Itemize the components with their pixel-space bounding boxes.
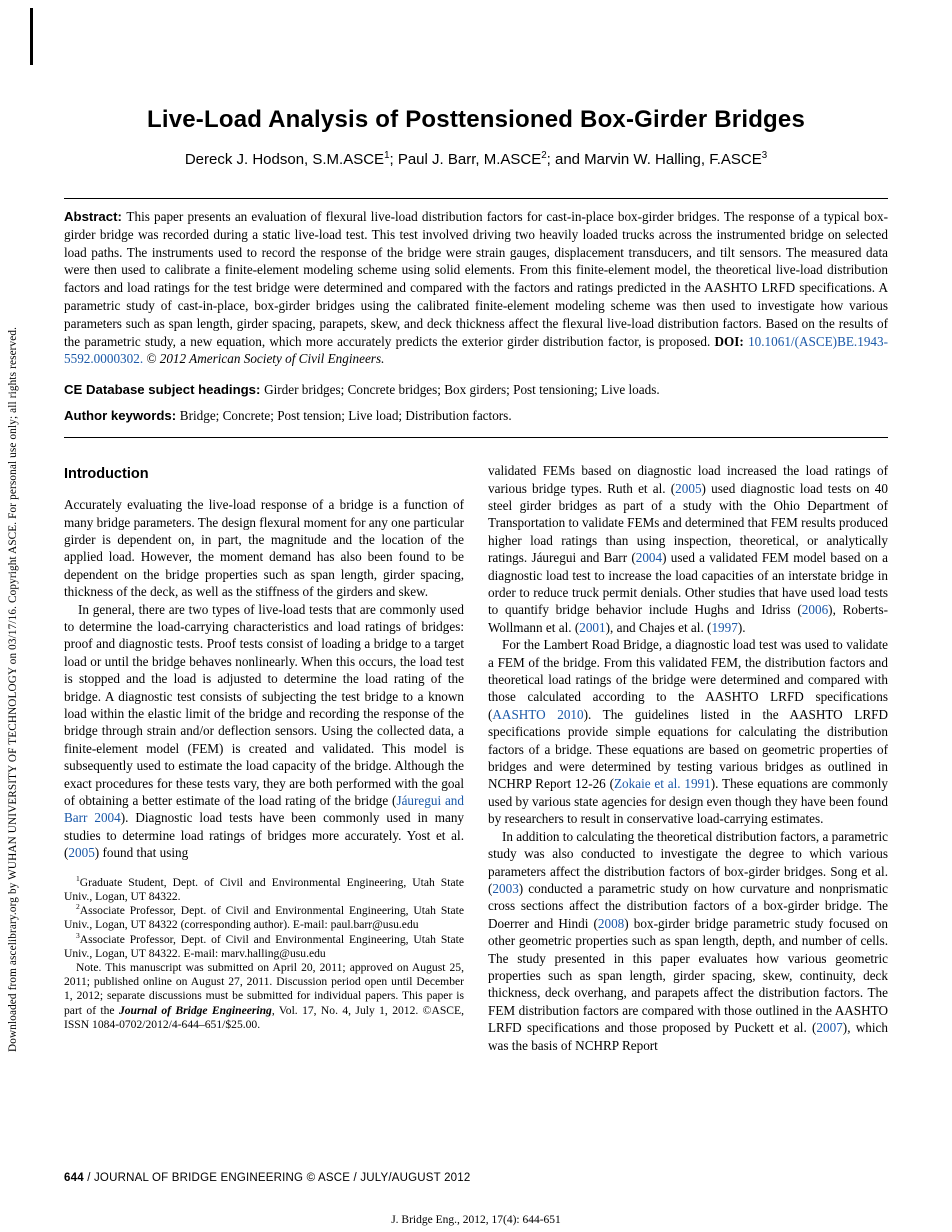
abstract-bottom-rule: [64, 437, 888, 438]
text-segment: ), which was the basis of NCHRP Report: [488, 1020, 888, 1053]
text-segment: / JOURNAL OF BRIDGE ENGINEERING © ASCE / JULY/AUGUST 2012: [83, 1172, 471, 1184]
body-paragraph-5: [488, 828, 888, 1054]
footnote-1: [64, 873, 464, 904]
authors-line: [64, 151, 888, 168]
text-segment: ). The guidelines listed in the AASHTO LRFD specifications provide simple equations for calculating the distribution factors of a bridge. These equations are based on geometric properties of bridges and were determined by testing various bridges as outlined in NCHRP Report 12-26 (: [488, 706, 888, 792]
page-footer: [64, 1172, 470, 1184]
citation-link[interactable]: 2001: [579, 619, 606, 635]
footnote-manuscript-note: [64, 961, 464, 1032]
text-segment: Dereck J. Hodson, S.M.ASCE: [184, 151, 385, 168]
text-segment: , Vol. 17, No. 4, July 1, 2012. ©ASCE, ISSN 1084-0702/2012/4-644–651/$25.00.: [64, 1003, 464, 1031]
author-keywords: [64, 408, 888, 424]
citation-link[interactable]: 2006: [801, 602, 829, 618]
text-segment: ; and Marvin W. Halling, F.ASCE: [546, 151, 762, 168]
text-segment: ) used diagnostic load tests on 40 steel girder bridges as part of a study with the Ohio Department of Transportation to validate FEMs and determined that FEM results produced higher load ratings than using inspection, theoretical, or analytically ratings. Jáuregui and Barr (: [488, 480, 888, 566]
text-segment: Associate Professor, Dept. of Civil and Environmental Engineering, Utah State Univ., Logan, UT 84322. E-mail: marv.halling@usu.edu: [64, 932, 464, 960]
citation-link[interactable]: 10.1061/(ASCE)BE.1943-5592.0000302.: [64, 333, 888, 367]
intro-paragraph-1: [64, 496, 464, 600]
text-segment: DOI:: [714, 333, 749, 349]
section-heading-introduction: Introduction: [64, 466, 149, 483]
text-segment: In addition to calculating the theoretical distribution factors, a parametric study was also conducted to investigate the degree to which various parameters affect the distribution factors of box-girder bridges. Song et al. (: [488, 828, 888, 896]
abstract-paragraph: [64, 208, 888, 368]
citation-link[interactable]: 2003: [492, 880, 519, 896]
abstract-top-rule: [64, 198, 888, 199]
text-segment: 3: [76, 930, 80, 940]
citation-link[interactable]: 2005: [675, 480, 702, 496]
text-segment: ). Diagnostic load tests have been commonly used in many studies to determine load ratings of bridges more accurately. Yost et al. (: [64, 810, 465, 861]
citation-link[interactable]: 2007: [816, 1020, 843, 1036]
text-segment: ). These equations are commonly used by various state agencies for design even though they have been found by researchers to result in conservative load-carrying estimates.: [488, 776, 888, 827]
text-segment: Bridge; Concrete; Post tension; Live load; Distribution factors.: [179, 408, 512, 424]
text-segment: For the Lambert Road Bridge, a diagnostic load test was used to validate a FEM of the bridge. From this validated FEM, the distribution factors and theoretical load ratings of the bridge were determined and compared with those calculated according to the AASHTO LRFD specifications (: [488, 637, 888, 722]
text-segment: ).: [737, 619, 746, 635]
text-segment: This paper presents an evaluation of flexural live-load distribution factors for cast-in-place box-girder bridges. The response of a typical box-girder bridge was recorded during a static live-load test. This test involved driving two heavily loaded trucks across the instrumented bridge on selected load paths. The instruments used to record the response of the bridge were strain gauges, displacement transducers, and tilt sensors. The measured data were then used to calibrate a finite-element modeling scheme using solid elements. From this finite-element model, the theoretical live-load distribution factors and load ratings for the test bridge were determined and compared with the factors and ratings predicted in the AASHTO LRFD specifications. A parametric study of cast-in-place, box-girder bridges using the calibrated finite-element modeling scheme was then used to investigate how various parameters such as span length, girder spacing, parapets, skew, and deck thickness affect the flexural live-load distribution factors. Based on the results of the parametric study, a new equation, which more accurately predicts the exterior girder distribution factor, is proposed.: [64, 209, 888, 349]
citation-link[interactable]: AASHTO 2010: [492, 706, 584, 722]
footnote-2: [64, 904, 464, 932]
text-segment: CE Database subject headings:: [64, 382, 265, 398]
text-segment: 1: [76, 873, 80, 883]
scan-edge-mark: [30, 8, 33, 65]
two-column-body: [64, 462, 888, 1054]
text-segment: ) box-girder bridge parametric study focused on other geometric properties such as span length, depth, and number of cells. The study presented in this paper evaluates how various geometric properties such as span length, girder spacing, skew, continuity, deck thickness, deck overhang, and parapets affect the distribution factors. The FEM distribution factors are compared with those outlined in the AASHTO LRFD specifications and those proposed by Puckett et al. (: [488, 915, 888, 1036]
text-segment: validated FEMs based on diagnostic load increased the load ratings of various bridge types. Ruth et al. (: [488, 463, 888, 496]
text-segment: Note. This manuscript was submitted on April 20, 2011; approved on August 25, 2011; published online on August 27, 2011. Discussion period open until December 1, 2012; separate discussions must be submitted for individual papers. This paper is part of the: [64, 960, 464, 1017]
citation-link[interactable]: 2004: [635, 550, 663, 566]
text-segment: Journal of Bridge Engineering: [118, 1003, 272, 1017]
citation-link[interactable]: Jáuregui and Barr 2004: [64, 793, 464, 826]
footnote-3: [64, 930, 464, 961]
footnotes-block: [64, 873, 464, 1032]
journal-citation: J. Bridge Eng., 2012, 17(4): 644-651: [391, 1214, 561, 1226]
text-segment: ) conducted a parametric study on how curvature and nonprismatic cross sections affect the distribution factors of a box-girder bridge. The Doerrer and Hindi (: [488, 880, 888, 931]
text-segment: ), Roberts-Wollmann et al. (: [488, 602, 888, 635]
paper-title: Live-Load Analysis of Posttensioned Box-Girder Bridges: [146, 106, 806, 133]
ce-database-subject-headings: [64, 382, 888, 398]
right-column: [488, 462, 888, 1054]
text-segment: Graduate Student, Dept. of Civil and Environmental Engineering, Utah State Univ., Logan, UT 84322.: [64, 875, 464, 903]
text-segment: Abstract:: [64, 209, 127, 224]
citation-link[interactable]: Zokaie et al. 1991: [613, 776, 711, 792]
text-segment: 3: [761, 150, 768, 161]
text-segment: 2: [541, 150, 547, 161]
text-segment: Author keywords:: [64, 408, 180, 424]
text-segment: ), and Chajes et al. (: [605, 619, 712, 635]
download-watermark: Downloaded from ascelibrary.org by WUHAN UNIVERSITY OF TECHNOLOGY on 03/17/16. Copyright ASCE. For personal use only; all rights reserved.: [7, 326, 19, 1052]
text-segment: ; Paul J. Barr, M.ASCE: [389, 151, 542, 168]
body-paragraph-3: [488, 462, 888, 636]
intro-paragraph-2: [64, 601, 464, 862]
text-segment: 2: [76, 902, 80, 912]
text-segment: 1: [384, 150, 390, 161]
citation-link[interactable]: 2005: [68, 845, 95, 861]
left-column: [64, 462, 464, 1054]
text-segment: ) found that using: [94, 845, 189, 861]
page-content: [64, 0, 888, 1054]
text-segment: 644: [64, 1172, 84, 1184]
body-paragraph-4: [488, 636, 888, 827]
text-segment: Associate Professor, Dept. of Civil and Environmental Engineering, Utah State Univ., Logan, UT 84322 (corresponding author). E-mail: paul.barr@usu.edu: [64, 904, 464, 932]
citation-link[interactable]: 2008: [597, 915, 625, 931]
text-segment: © 2012 American Society of Civil Engineers.: [143, 351, 385, 367]
text-segment: Accurately evaluating the live-load response of a bridge is a function of many bridge parameters. The design flexural moment for any one particular girder is dependent on, in part, the magnitude and the location of the applied load. However, the moment demand has also been found to be dependent on the bridge properties such as span length, girder spacing, thickness of the deck, as well as the stiffness of the girders and skew.: [64, 497, 464, 600]
text-segment: ) used a validated FEM model based on a diagnostic load test to increase the load capacities of an interstate bridge in order to reduce truck permit denials. Other studies that have used load tests to quantify bridge behavior include Hughs and Idriss (: [488, 550, 888, 618]
text-segment: Girder bridges; Concrete bridges; Box girders; Post tensioning; Live loads.: [264, 382, 660, 398]
text-segment: In general, there are two types of live-load tests that are commonly used to determine the load-carrying characteristics and load ratings of bridges: proof and diagnostic tests. Proof tests consist of loading a bridge to a target load or until the bridge behaves nonlinearly. When this occurs, the load test is stopped and the load is adjusted to determine the load rating of the bridge. A diagnostic test consists of subjecting the test bridge to a known load within the elastic limit of the bridge and recording the response of the bridge through strain and/or deflection sensors. Using the collected data, a finite-element model (FEM) is created and validated. This model is subsequently used to estimate the load capacity of the bridge. Although the exact procedures for these tests vary, they are both performed with the goal of obtaining a better estimate of the load rating of the bridge (: [64, 601, 464, 809]
citation-link[interactable]: 1997: [711, 619, 738, 635]
